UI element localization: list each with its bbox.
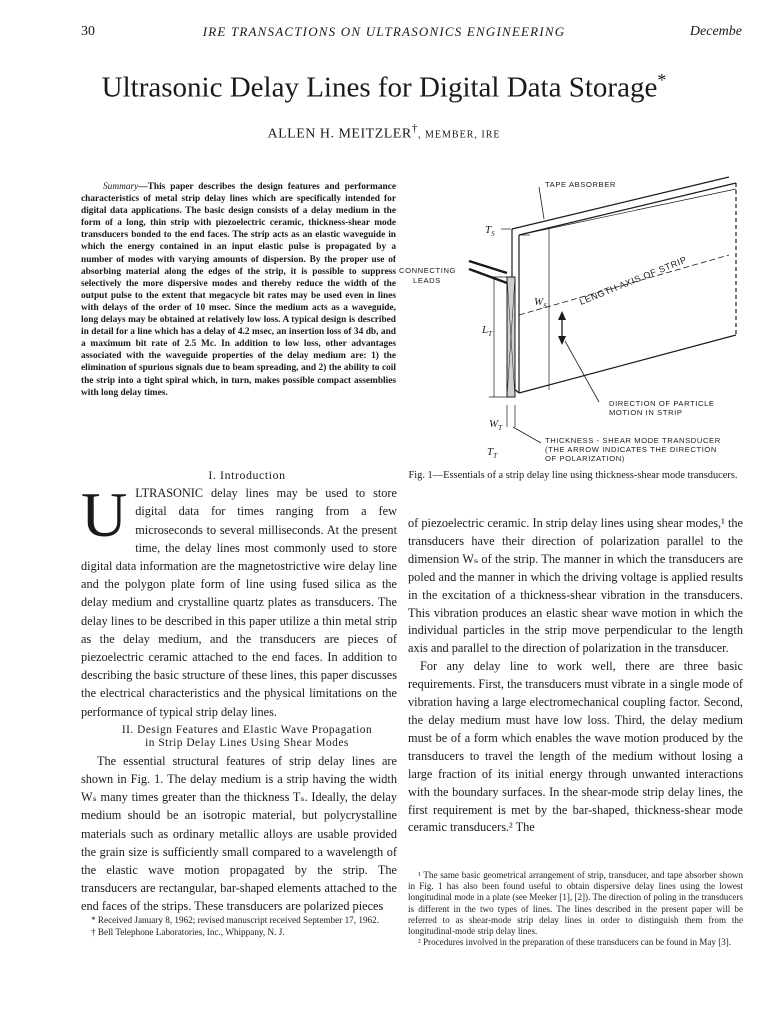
section-2-heading-line-2: in Strip Delay Lines Using Shear Modes <box>145 736 349 749</box>
right-paragraph-1: of piezoelectric ceramic. In strip delay lines using shear modes,¹ the transducers have their direction of polarization parallel to the dimension Wₛ of the strip. The manner in which the transducers are poled and the manner in which the driving voltage is applied results in the excitation of a thickness-shear vibration in the transducers. This vibration produces an elastic shear wave motion in which the individual particles in the strip move perpendicular to the length axis and parallel to the direction of polarization in the transducer. <box>408 516 743 656</box>
author-role: , MEMBER, IRE <box>418 129 501 141</box>
figure-symbol-wt <box>489 418 503 432</box>
figure-symbol-wt-sub: T <box>498 424 503 432</box>
figure-symbol-lt-sub: T <box>488 330 493 338</box>
journal-title: IRE TRANSACTIONS ON ULTRASONICS ENGINEERING <box>202 24 566 39</box>
footnote-2: ² Procedures involved in the preparation of these transducers can be found in May [3]. <box>418 937 732 948</box>
paper-title <box>0 70 768 105</box>
drop-cap: U <box>81 479 128 551</box>
figure-symbol-tt-main: T <box>487 446 494 458</box>
figure-label-thickness-3: OF POLARIZATION) <box>545 454 625 463</box>
footnote-received: * Received January 8, 1962; revised manuscript received September 17, 1962. <box>91 915 380 925</box>
figure-symbol-ws <box>534 296 547 310</box>
right-column <box>408 515 743 837</box>
figure-label-direction-1: DIRECTION OF PARTICLE <box>609 399 715 408</box>
left-footnotes <box>81 914 397 938</box>
right-paragraph-2: For any delay line to work well, there are three basic requirements. First, the transducers must vibrate in a single mode of vibration having a large electromechanical coupling factor. Second, the delay medium must have low loss. Third, the delay medium must be of a form which enables the wave motion produced by the transducers to travel the length of the medium without losing a large fraction of its initial energy through unwanted interactions with the boundary surfaces. In the shear-mode strip delay lines, the first requirement is met by the bar-shaped, thickness-shear mode ceramic transducers.² The <box>408 659 743 835</box>
page-number: 30 <box>81 24 95 39</box>
figure-label-connecting: CONNECTING <box>399 266 457 275</box>
issue-month: Decembe <box>689 24 742 39</box>
figure-label-thickness-2: (THE ARROW INDICATES THE DIRECTION <box>545 445 717 454</box>
section-2-paragraph: The essential structural features of strip delay lines are shown in Fig. 1. The delay medium is a strip having the width Wₛ many times greater than the thickness Tₛ. Ideally, the delay medium should be an isotropic material, but polycrystalline materials such as ordinary metallic alloys are usable provided the grain size is sufficiently small compared to a wavelength of the elastic wave motion propagated by the strip. The transducers are rectangular, bar-shaped elements attached to the end faces of the strips. These transducers are polarized pieces <box>81 753 397 914</box>
section-2-heading-line-1: II. Design Features and Elastic Wave Propagation <box>121 723 373 736</box>
figure-symbol-lt <box>481 324 493 338</box>
figure-symbol-ts <box>485 224 495 238</box>
figure-label-direction-2: MOTION IN STRIP <box>609 408 683 417</box>
figure-1-caption: Fig. 1—Essentials of a strip delay line using thickness-shear mode transducers. <box>408 470 738 481</box>
figure-symbol-lt-main: L <box>482 324 489 336</box>
figure-label-length-axis: LENGTH AXIS OF STRIP <box>578 254 689 307</box>
figure-label-tape-absorber: TAPE ABSORBER <box>545 180 616 189</box>
figure-symbol-ts-sub: S <box>491 230 495 238</box>
footnote-1: ¹ The same basic geometrical arrangement of strip, transducer, and tape absorber shown in Fig. 1 has also been found useful to obtain dispersive delay lines using the lowest longitudinal mode in a plate (see Meeker [1], [2]). The direction of poling in the transducers is different in the two types of lines. The lines described in the present paper will be referred to as shear-mode strip delay lines in order to distinguish them from the longitudinal-mode strip delay lines. <box>408 870 743 937</box>
figure-symbol-ws-sub: S <box>543 302 547 310</box>
figure-label-thickness-1: THICKNESS - SHEAR MODE TRANSDUCER <box>545 436 721 445</box>
figure-symbol-tt-sub: T <box>493 452 498 460</box>
title-footnote-mark: * <box>657 70 667 90</box>
figure-symbol-wt-main: W <box>489 418 499 430</box>
intro-text: delay lines may be used to store digital data for times ranging from a few microseconds to several milliseconds. At the present time, the delay lines most commonly used to store digital data information are the magnetostrictive wire delay line and the polygon plate form of line using fused silica as the delay medium and crystalline quartz plates as transducers. The delay lines to be described in this paper utilize a thin metal strip as the delay medium, and the transducers are pieces of piezoelectric ceramic attached to the end faces. In addition to describing the basic structure of these lines, this paper discusses the electrical characteristics and the physical limitations on the performance of typical strip delay lines. <box>81 486 397 719</box>
abstract <box>81 181 396 399</box>
figure-symbol-ws-main: W <box>534 296 544 308</box>
author-line <box>0 122 768 143</box>
figure-label-leads: LEADS <box>413 276 441 285</box>
abstract-label: Summary <box>103 182 139 192</box>
intro-paragraph <box>81 479 397 721</box>
paper-title-text: Ultrasonic Delay Lines for Digital Data Storage <box>101 71 658 104</box>
author-footnote-mark: † <box>411 122 419 135</box>
left-column <box>81 466 397 916</box>
abstract-text: —This paper describes the design features and performance characteristics of metal strip delay lines which are specifically intended for digital data applications. The basic design consists of a delay medium in the form of a long, thin strip with piezoelectric ceramic, thickness-shear mode transducers bonded to the end faces. The strip acts as an elastic waveguide in which the energy contained in an input elastic pulse is propagated by a number of modes with varying amounts of dispersion. By the proper use of absorbing material along the edges of the strip, it is possible to suppress selectively the more dispersive modes and thereby reduce the width of the output pulse to the extent that megacycle bit rates may be used even in lines with delays of the order of 10 msec. Since the medium acts as a waveguide, long delays may be obtained at relatively low loss. A typical design is described in detail for a line which has a delay of 4.2 msec, an insertion loss of 34 db, and a maximum bit rate of 2.5 Mc. In addition to low loss, other advantages associated with the waveguide properties of the delay medium are: 1) the elimination of spurious signals due to beam spreading, and 2) the ability to coil the strip into a tight spiral which, in turn, makes possible compact assemblies with long delay times. <box>81 182 396 398</box>
section-1-heading: I. Introduction <box>208 468 286 482</box>
right-footnotes <box>408 870 743 948</box>
figure-symbol-tt <box>487 446 498 460</box>
footnote-affiliation: † Bell Telephone Laboratories, Inc., Whippany, N. J. <box>91 927 285 937</box>
figure-symbol-ts-main: T <box>485 224 492 236</box>
author-name: ALLEN H. MEITZLER <box>267 126 412 142</box>
intro-first-word: LTRASONIC <box>135 486 204 501</box>
figure-1-diagram <box>399 165 744 465</box>
